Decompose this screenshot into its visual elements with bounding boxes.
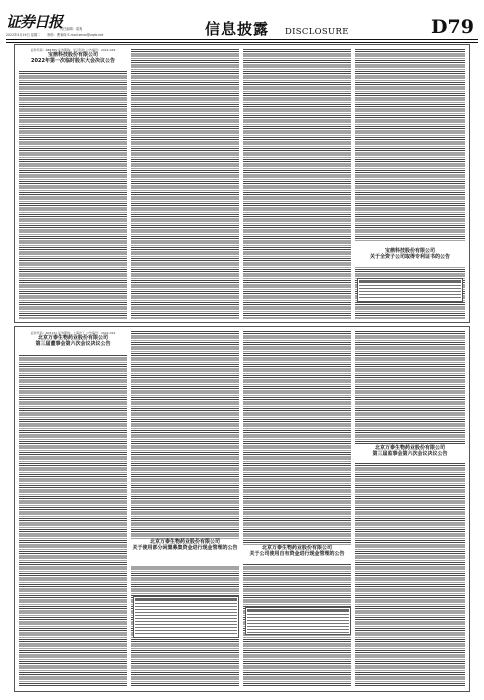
company-name: 宝鼎科技股份有限公司 [47, 52, 98, 58]
data-table [133, 596, 239, 638]
masthead [0, 0, 484, 44]
table-header [135, 598, 237, 601]
date-line [6, 32, 103, 37]
notice-header [19, 331, 127, 355]
notice-header [355, 248, 465, 266]
newspaper-logo: 证券日报 [6, 13, 63, 31]
notice-title: 关于全资子公司取得专利证书的公告 [369, 254, 450, 260]
stock-code-line: 证券代码：688365 证券简称：光云科技 公告编号：2022-029 [30, 48, 116, 52]
notice-title: 关于使用部分闲置募集资金进行现金管理的公告 [132, 545, 238, 551]
newspaper-page [14, 44, 470, 694]
masthead-rule-thin [6, 42, 478, 43]
issue-date: 2022年4月19日 星期二 [6, 33, 41, 37]
data-table [357, 278, 463, 302]
company-name: 北京万泰生物药业股份有限公司 [37, 335, 108, 341]
contact-line: 制作：曹秉琛 E-mail:zmzx@zqrb.net [47, 33, 104, 37]
table-rows [135, 603, 237, 636]
company-name: 北京万泰生物药业股份有限公司 [261, 545, 332, 551]
notice-title: 2022年第一次临时股东大会决议公告 [31, 58, 115, 64]
text-column [131, 49, 239, 319]
section-title-en: DISCLOSURE [285, 27, 349, 37]
editor-line: 责任编辑：梁爽 [60, 27, 83, 31]
text-column [243, 49, 351, 319]
company-name: 北京万泰生物药业股份有限公司 [149, 539, 220, 545]
company-name: 北京万泰生物药业股份有限公司 [374, 445, 445, 451]
company-name: 宝鼎科技股份有限公司 [384, 248, 435, 254]
notice-header [355, 445, 465, 463]
table-rows [359, 285, 461, 300]
table-header [247, 609, 349, 612]
data-table [245, 607, 351, 635]
text-column [355, 331, 465, 687]
notice-title: 第三届董事会第六次会议决议公告 [35, 341, 111, 347]
text-column [19, 49, 127, 319]
notice-header [19, 48, 127, 70]
section-title: 信息披露 [205, 20, 270, 38]
notice-header [243, 545, 351, 563]
text-column [19, 331, 127, 687]
notice-header [131, 539, 239, 565]
masthead-rule [6, 39, 478, 40]
stock-code-line: 证券代码：603131 证券简称：上海沪工 公告编号：2022-022 [30, 331, 116, 335]
bottom-half [14, 326, 470, 692]
table-header [359, 280, 461, 283]
page-number: D79 [431, 16, 474, 38]
table-rows [247, 614, 349, 633]
top-half [14, 44, 470, 323]
notice-title: 第三届监事会第六次会议决议公告 [372, 451, 448, 457]
notice-title: 关于公司使用自有资金进行现金管理的公告 [249, 551, 345, 557]
